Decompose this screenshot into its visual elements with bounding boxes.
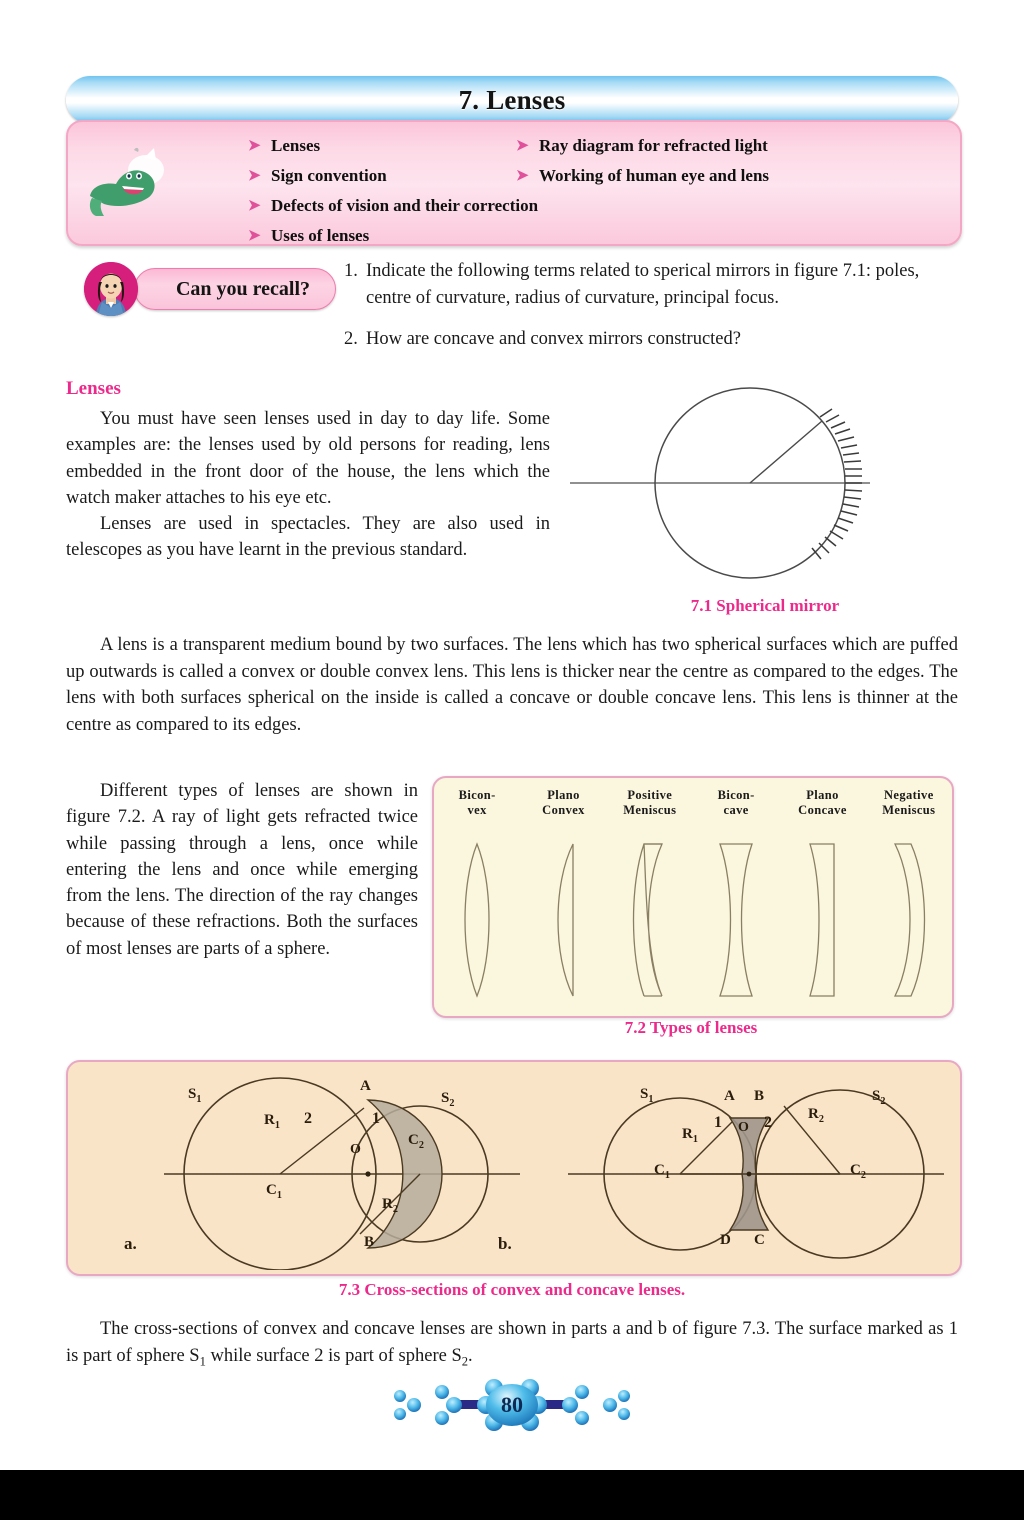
lenses-intro-column: [66, 406, 550, 564]
lens-shape-plano-convex: [520, 834, 606, 1006]
paragraph-5: [66, 1316, 958, 1371]
topic-item-1: [516, 136, 768, 156]
lens-label-line2: Meniscus: [882, 803, 936, 818]
lens-label-line2: Convex: [542, 803, 585, 818]
page-title: 7. Lenses: [458, 84, 566, 115]
topic-label: Sign convention: [271, 166, 387, 185]
question-number: 1.: [344, 261, 358, 281]
label-b-s1: $S_1$: [640, 1086, 654, 1105]
recall-question-1: [344, 258, 954, 312]
figure-7-1-spherical-mirror: [570, 382, 960, 582]
paragraph-3: A lens is a transparent medium bound by two surfaces. The lens which has two spherical surfaces which are puffed up outwards is called a convex or double convex lens. This lens is thicker near the centre as compared to the edges. The lens with both surfaces spherical on the inside is called a concave or double concave lens. This lens is thinner at the centre as compared to its edges.: [66, 635, 958, 735]
lens-label-biconcave: [693, 788, 779, 819]
lens-shape-negative-meniscus: [866, 834, 952, 1006]
paragraph-2: Lenses are used in spectacles. They are also used in telescopes as you have learnt in the previous standard.: [66, 514, 550, 561]
label-b-two: 2: [764, 1114, 772, 1131]
lens-label-line2: cave: [723, 803, 749, 818]
figure-7-3-caption: 7.3 Cross-sections of convex and concave lenses.: [338, 1280, 686, 1299]
topic-label: Uses of lenses: [271, 226, 370, 245]
label-b-O: O: [738, 1120, 749, 1135]
label-a-one: 1: [372, 1110, 380, 1127]
label-b-A: A: [724, 1088, 735, 1104]
label-b-c2: $C_2$: [850, 1162, 866, 1181]
lens-shape-biconcave: [693, 834, 779, 1006]
paragraph-5-sub2: 2: [461, 1354, 469, 1369]
lens-shape-positive-meniscus: [607, 834, 693, 1006]
paragraph-5-part-c: .: [468, 1346, 473, 1366]
label-a-c1: $C_1$: [266, 1182, 282, 1201]
label-b-r2: $R_2$: [808, 1106, 824, 1125]
viewer-bottom-bar: [0, 1470, 1024, 1520]
label-a-O: O: [350, 1142, 361, 1157]
topic-item-2: [248, 166, 516, 186]
label-a-s1: $S_1$: [188, 1086, 202, 1105]
paragraph-4: Different types of lenses are shown in figure 7.2. A ray of light gets refracted twice while passing through a lens, once while entering the lens and once while emerging from the lens. The direction of the ray changes because of these refractions. Both the surfaces of most lenses are parts of a sphere.: [66, 781, 418, 959]
label-a-c2: $C_2$: [408, 1132, 424, 1151]
figure-7-3-cross-sections: [66, 1060, 962, 1276]
lens-label-plano-concave: [779, 788, 865, 819]
label-a-r1: $R_1$: [264, 1112, 280, 1131]
arrow-bullet-icon: ➤: [248, 137, 261, 154]
label-b-C: C: [754, 1232, 765, 1248]
lens-label-negative-meniscus: [866, 788, 952, 819]
lens-label-positive-meniscus: [607, 788, 693, 819]
label-b-one: 1: [714, 1114, 722, 1131]
section-heading-lenses: Lenses: [66, 378, 121, 399]
topic-label: Working of human eye and lens: [539, 166, 770, 185]
page-number-ornament: [0, 1374, 1024, 1436]
label-b-B: B: [754, 1088, 765, 1104]
label-a-s2: $S_2$: [441, 1090, 455, 1109]
paragraph-5-sub1: 1: [199, 1354, 206, 1369]
recall-label: Can you recall?: [175, 277, 311, 300]
recall-question-2: [344, 326, 954, 353]
recall-pill: [134, 268, 336, 310]
lens-label-line1: Plano: [547, 788, 580, 802]
lens-label-line2: vex: [467, 803, 487, 818]
label-b-D: D: [720, 1232, 731, 1248]
lens-label-line1: Plano: [806, 788, 839, 802]
page-number: 80: [501, 1392, 523, 1417]
paragraph-5-part-a: The cross-sections of convex and concave lenses are shown in parts a and b of figure 7.3. The surface marked as 1 is part of sphere S: [66, 1319, 958, 1366]
label-a-B: B: [364, 1234, 375, 1250]
lens-label-line1: Negative: [883, 788, 934, 802]
topic-label: Defects of vision and their correction: [271, 196, 539, 215]
label-a-A: A: [360, 1078, 371, 1094]
lens-shape-row: [434, 834, 952, 1006]
figure-7-1-caption: 7.1 Spherical mirror: [690, 596, 840, 615]
lens-label-biconvex: [434, 788, 520, 819]
figure-7-2-caption: 7.2 Types of lenses: [624, 1018, 758, 1037]
question-text: How are concave and convex mirrors constructed?: [366, 329, 741, 350]
girl-avatar: [84, 262, 138, 316]
topic-item-3: [516, 166, 769, 186]
topic-item-4: [248, 196, 538, 216]
arrow-bullet-icon: ➤: [248, 227, 261, 244]
topic-item-5: [248, 226, 369, 246]
lens-label-line2: Concave: [798, 803, 847, 818]
lens-label-line1: Bicon-: [717, 788, 755, 802]
label-b-r1: $R_1$: [682, 1126, 698, 1145]
figure-part-b-marker: b.: [498, 1234, 512, 1253]
arrow-bullet-icon: ➤: [248, 167, 261, 184]
recall-questions: [344, 258, 954, 356]
arrow-bullet-icon: ➤: [248, 197, 261, 214]
topic-label: Ray diagram for refracted light: [539, 136, 768, 155]
question-number: 2.: [344, 329, 358, 350]
fig73-part-a: [164, 1078, 520, 1270]
chapter-topics-box: [66, 120, 962, 246]
arrow-bullet-icon: ➤: [516, 137, 529, 154]
lens-shape-biconvex: [434, 834, 520, 1006]
topic-item-0: [248, 136, 516, 156]
dinosaur-mascot-icon: [82, 146, 174, 222]
lens-shape-plano-concave: [779, 834, 865, 1006]
can-you-recall-badge: [80, 262, 342, 314]
label-b-c1: $C_1$: [654, 1162, 670, 1181]
label-b-s2: $S_2$: [872, 1088, 886, 1107]
lens-label-line1: Positive: [627, 788, 673, 802]
lens-type-labels: [434, 788, 952, 819]
lens-label-line1: Bicon-: [458, 788, 496, 802]
label-a-two: 2: [304, 1110, 312, 1127]
topics-list: [248, 131, 948, 251]
lens-label-plano-convex: [520, 788, 606, 819]
paragraph-1: You must have seen lenses used in day to day life. Some examples are: the lenses used by old persons for reading, lens embedded in the front door of the house, the lens which the watch maker attaches to his eye etc.: [66, 409, 550, 508]
chapter-title-banner: [66, 76, 958, 124]
figure-7-2-types-of-lenses: [432, 776, 954, 1018]
paragraph-5-part-b: while surface 2 is part of sphere S: [205, 1346, 462, 1366]
question-text: Indicate the following terms related to sperical mirrors in figure 7.1: poles, centre of curvature, radius of curvature, principal focus.: [366, 261, 920, 309]
arrow-bullet-icon: ➤: [516, 167, 529, 184]
lens-label-line2: Meniscus: [623, 803, 677, 818]
figure-part-a-marker: a.: [124, 1234, 137, 1253]
label-a-r2: $R_2$: [382, 1196, 398, 1215]
topic-label: Lenses: [271, 136, 321, 155]
